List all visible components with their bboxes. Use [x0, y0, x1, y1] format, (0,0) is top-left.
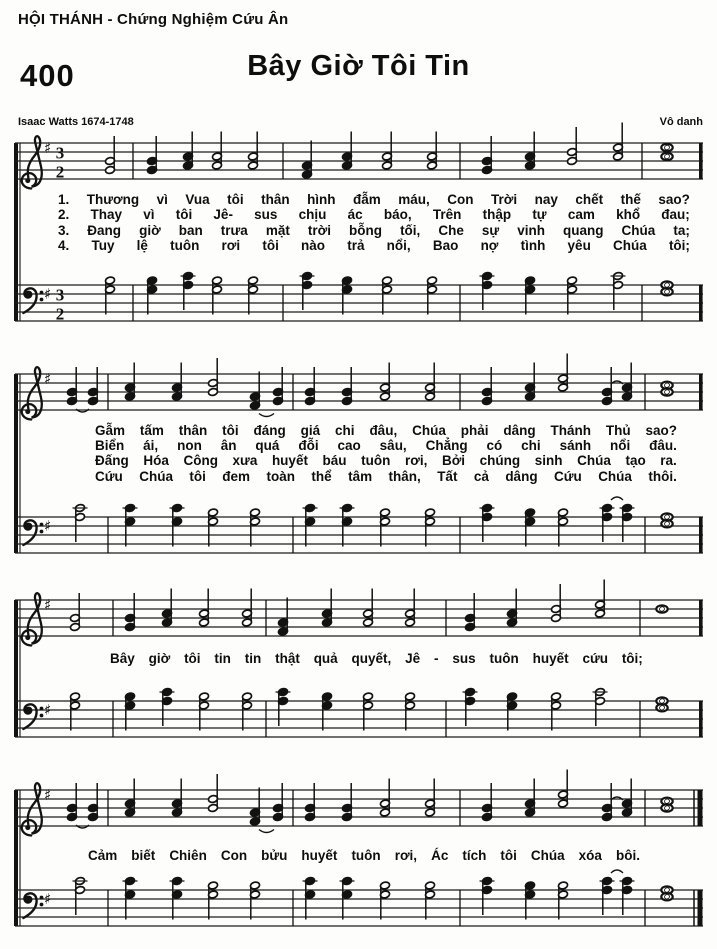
lyric-word: thân	[261, 192, 290, 207]
lyric-word: bửu	[261, 848, 288, 863]
bass-clef-icon	[23, 520, 43, 545]
lyrics-block-1	[58, 192, 690, 254]
lyric-word: chịu	[298, 207, 327, 223]
lyric-word: Chúa	[412, 423, 446, 438]
sharp-icon: ♯	[44, 285, 52, 303]
treble-clef-icon	[22, 136, 42, 188]
lyric-word: sao?	[658, 192, 690, 207]
lyric-word: giá	[300, 423, 321, 438]
lyric-line	[95, 423, 677, 438]
lyric-word: chúng	[479, 453, 521, 469]
lyric-word: trời	[307, 222, 331, 238]
hymn-number: 400	[20, 58, 75, 93]
lyric-word: tôi;	[668, 238, 690, 254]
lyric-word: Chúa	[139, 468, 173, 484]
lyric-word: mặt	[265, 222, 290, 238]
lyric-word: 4.	[58, 238, 70, 254]
lyric-word: báo,	[383, 207, 412, 223]
lyric-word: Cảm	[88, 848, 118, 863]
lyric-word: quả	[313, 651, 338, 666]
lyric-word: biết	[131, 848, 156, 863]
lyric-word: cam	[567, 207, 595, 223]
time-signature-top: 3	[55, 285, 65, 305]
lyric-word: báu	[322, 453, 347, 469]
lyric-word: 3.	[58, 222, 70, 238]
lyric-word: bỗng	[349, 222, 383, 238]
lyric-word: sự	[481, 222, 500, 238]
lyric-word: huyết	[301, 848, 338, 863]
lyric-word: rơi,	[394, 848, 418, 863]
lyric-word: giờ	[148, 651, 171, 666]
lyric-word: huyết	[532, 651, 569, 666]
lyric-word: Chiên	[169, 848, 207, 863]
lyric-line	[58, 238, 690, 253]
lyrics-block-4	[88, 848, 640, 864]
lyric-word: Thương	[86, 192, 140, 207]
lyric-word: Cứu	[553, 468, 582, 484]
lyric-word: non	[177, 438, 202, 454]
lyric-word: tích	[462, 848, 487, 863]
lyric-word: xưa	[232, 453, 258, 469]
time-signature-top: 3	[55, 143, 65, 163]
lyrics-block-2	[95, 423, 677, 484]
lyric-word: quang	[563, 222, 604, 238]
lyric-word: Jê-	[213, 207, 233, 223]
lyric-word: Chúa	[613, 238, 647, 254]
lyric-word: tự	[532, 207, 547, 223]
lyric-word: Trời	[491, 192, 518, 207]
lyric-word: tôi	[222, 423, 239, 438]
lyric-word: đáng	[253, 423, 286, 438]
lyric-word: Đang	[87, 222, 122, 238]
lyric-word: cao	[337, 438, 361, 454]
lyric-word: thể	[311, 468, 332, 484]
lyric-word: Chúa	[530, 848, 565, 863]
lyric-word: -	[434, 651, 439, 666]
lyric-word: Chẳng	[425, 438, 468, 454]
author-credit: Isaac Watts 1674-1748	[18, 116, 134, 128]
lyric-line	[95, 453, 677, 468]
lyric-word: thôi.	[648, 468, 677, 484]
lyric-word: 1.	[58, 192, 70, 207]
lyric-word: chết	[575, 192, 604, 207]
lyric-word: tuôn	[361, 453, 391, 469]
lyric-word: tối,	[400, 222, 421, 238]
lyric-word: nổi,	[386, 238, 411, 254]
lyric-word: đem	[222, 468, 251, 484]
lyric-word: Chúa	[577, 453, 611, 469]
lyric-word: tôi	[500, 848, 517, 863]
lyric-word: ái,	[143, 438, 159, 454]
lyric-word: đau;	[661, 207, 690, 223]
lyric-word: đâu.	[649, 438, 677, 454]
lyric-word: tuôn	[351, 848, 381, 863]
lyric-word: Con	[220, 848, 248, 863]
lyric-word: Tuy	[91, 238, 115, 254]
lyric-word: tôi	[189, 468, 206, 484]
bass-clef-icon	[23, 288, 43, 313]
bass-clef-icon	[23, 893, 43, 918]
lyric-word: Cứu	[95, 468, 123, 484]
system-3-treble-staff	[15, 580, 703, 646]
lyric-word: Jê	[405, 651, 421, 666]
lyric-word: lệ	[136, 238, 148, 254]
lyric-word: tôi	[227, 192, 244, 207]
lyric-word: ân	[220, 438, 237, 454]
lyric-word: Ác	[431, 848, 449, 863]
lyric-word: Công	[183, 453, 218, 469]
lyric-word: Gẫm	[95, 423, 126, 438]
lyric-word: Vua	[185, 192, 210, 207]
sharp-icon: ♯	[44, 517, 52, 535]
lyric-word: tình	[520, 238, 546, 254]
lyric-word: máu,	[398, 192, 430, 207]
lyric-word: tôi	[184, 651, 201, 666]
lyric-line	[58, 207, 690, 222]
time-signature-bottom: 2	[55, 162, 65, 182]
lyric-word: thập	[482, 207, 512, 223]
treble-clef-icon	[22, 783, 42, 835]
lyric-word: Thay	[90, 207, 122, 223]
lyric-line	[88, 848, 640, 864]
lyric-word: tuôn	[170, 238, 200, 254]
lyric-word: Chúa	[598, 468, 632, 484]
lyric-word: Chúa	[621, 222, 656, 238]
lyric-word: khổ	[616, 207, 641, 223]
lyric-line	[58, 192, 690, 207]
lyric-word: cứu	[582, 651, 608, 666]
lyric-word: ta;	[673, 222, 690, 238]
lyric-word: tôi;	[621, 651, 643, 666]
system-3-bass-staff	[15, 688, 703, 737]
lyric-word: ra.	[660, 453, 677, 469]
lyric-word: tâm	[348, 468, 373, 484]
lyric-word: dâng	[503, 423, 536, 438]
lyric-word: tôi	[262, 238, 279, 254]
lyric-word: trưa	[220, 222, 248, 238]
lyric-word: thế	[620, 192, 641, 207]
lyric-word: sus	[254, 207, 278, 223]
lyric-word: nào	[301, 238, 326, 254]
lyric-word: tin	[244, 651, 262, 666]
lyric-word: vinh	[517, 222, 545, 238]
time-signature-bottom: 2	[55, 304, 65, 324]
treble-clef-icon	[22, 367, 42, 419]
lyric-line	[110, 651, 643, 667]
lyric-word: thân	[178, 423, 208, 438]
lyric-word: chi	[521, 438, 541, 454]
lyric-word: Con	[447, 192, 474, 207]
system-2-bass-staff	[15, 497, 703, 553]
lyric-word: đỗi	[298, 438, 319, 454]
lyric-word: cả	[473, 468, 489, 484]
lyric-word: sánh	[559, 438, 592, 454]
lyric-word: sinh	[534, 453, 563, 469]
lyric-word: Đấng	[95, 453, 129, 469]
running-header: HỘI THÁNH - Chứng Nghiệm Cứu Ân	[18, 11, 289, 28]
lyric-word: hình	[307, 192, 336, 207]
lyric-word: sao?	[645, 423, 677, 438]
lyric-word: ban	[178, 222, 203, 238]
lyric-word: tôi	[175, 207, 193, 223]
lyric-word: Bao	[432, 238, 459, 254]
sharp-icon: ♯	[44, 370, 52, 388]
sharp-icon: ♯	[44, 701, 52, 719]
page-title: Bây Giờ Tôi Tin	[247, 50, 470, 82]
system-2-treble-staff	[15, 354, 703, 420]
lyric-word: 2.	[58, 207, 70, 223]
lyric-word: rơi	[221, 238, 241, 254]
lyric-word: tạo	[625, 453, 646, 469]
lyric-word: rơi,	[405, 453, 428, 469]
system-1-treble-staff	[15, 123, 703, 189]
lyric-word: trả	[347, 238, 365, 254]
lyric-word: quyết,	[351, 651, 392, 666]
lyric-word: quá	[255, 438, 280, 454]
lyric-word: ác	[347, 207, 363, 223]
lyric-word: dâng	[505, 468, 538, 484]
lyric-word: tin	[214, 651, 231, 666]
lyric-word: nay	[534, 192, 558, 207]
lyric-word: Bởi	[441, 453, 466, 469]
lyric-word: Bây	[110, 651, 135, 666]
sharp-icon: ♯	[44, 786, 52, 804]
system-4-treble-staff	[15, 770, 703, 836]
lyric-word: thân,	[388, 468, 421, 484]
lyric-word: giờ	[139, 222, 161, 238]
lyric-word: tấm	[139, 423, 164, 438]
lyric-word: toàn	[266, 468, 295, 484]
lyric-word: nổi	[610, 438, 631, 454]
lyric-word: chi	[335, 423, 355, 438]
lyric-word: Thánh	[550, 423, 591, 438]
lyric-word: tuôn	[489, 651, 519, 666]
lyric-word: Biển	[95, 438, 125, 454]
lyric-word: Tất	[437, 468, 458, 484]
lyric-word: đẫm	[353, 192, 381, 207]
lyric-word: Trên	[432, 207, 462, 223]
lyric-word: sus	[452, 651, 476, 666]
lyric-word: Che	[438, 222, 464, 238]
sharp-icon: ♯	[44, 596, 52, 614]
lyric-word: bôi.	[615, 848, 640, 863]
lyric-word: yêu	[567, 238, 591, 254]
lyric-word: xóa	[578, 848, 602, 863]
system-4-bass-staff	[15, 870, 703, 926]
lyric-word: huyết	[271, 453, 308, 469]
lyric-line	[58, 223, 690, 238]
lyrics-block-3	[110, 651, 643, 667]
composer-credit: Vô danh	[659, 116, 703, 128]
lyric-line	[95, 438, 677, 453]
lyric-word: phải	[460, 423, 489, 438]
lyric-word: Hóa	[143, 453, 169, 469]
lyric-word: sâu,	[379, 438, 407, 454]
lyric-word: thật	[275, 651, 300, 666]
lyric-word: vì	[143, 207, 155, 223]
lyric-word: vì	[156, 192, 168, 207]
treble-clef-icon	[22, 593, 42, 645]
lyric-line	[95, 469, 677, 484]
system-1-bass-staff	[15, 272, 703, 324]
lyric-word: Thủ	[605, 423, 631, 438]
lyric-word: đâu,	[369, 423, 398, 438]
lyric-word: nợ	[480, 238, 499, 254]
lyric-word: có	[486, 438, 503, 454]
bass-clef-icon	[23, 704, 43, 729]
sharp-icon: ♯	[44, 139, 52, 157]
sharp-icon: ♯	[44, 890, 52, 908]
